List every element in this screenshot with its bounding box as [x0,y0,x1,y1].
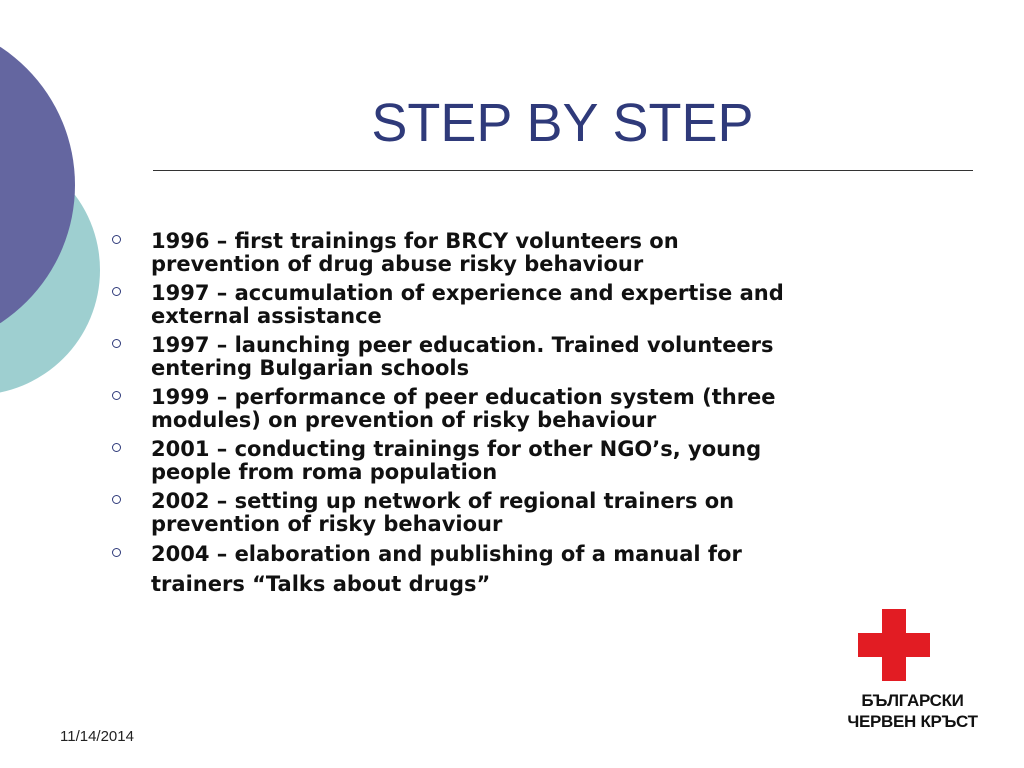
bullet-line: 2002 – setting up network of regional trainers on [151,489,735,513]
bullet-ring-icon [112,235,121,244]
bullet-ring-icon [112,443,121,452]
bullet-line: prevention of risky behaviour [151,512,503,536]
title-divider [153,170,973,171]
bullet-line: trainers “Talks about drugs” [151,572,491,596]
bullet-line: external assistance [151,304,382,328]
bullet-item [110,282,890,328]
bullet-line: 1996 – first trainings for BRCY volunteers on [151,229,679,253]
slide-title: STEP BY STEP [371,93,754,153]
bullet-line: people from roma population [151,460,498,484]
bullet-line: 2001 – conducting trainings for other NGO’s, young [151,437,762,461]
red-cross-icon [858,633,930,657]
logo-text-line: БЪЛГАРСКИ [861,691,964,710]
bullet-line: entering Bulgarian schools [151,356,470,380]
bullet-item [110,386,890,432]
logo-text-line: ЧЕРВЕН КРЪСТ [847,712,978,731]
bullet-line: prevention of drug abuse risky behaviour [151,252,644,276]
bullet-line: 2004 – elaboration and publishing of a manual for [151,542,742,566]
bullet-item [110,334,890,380]
bullet-list [110,230,890,605]
bullet-item [110,438,890,484]
bullet-item [110,539,890,599]
bullet-ring-icon [112,391,121,400]
bullet-item [110,490,890,536]
slide-date: 11/14/2014 [60,728,134,745]
bullet-line: 1997 – accumulation of experience and expertise and [151,281,784,305]
bullet-line: 1997 – launching peer education. Trained volunteers [151,333,774,357]
bullet-ring-icon [112,495,121,504]
bullet-ring-icon [112,339,121,348]
red-cross-logo [845,605,980,735]
bullet-line: 1999 – performance of peer education system (three [151,385,776,409]
bullet-item [110,230,890,276]
bullet-line: modules) on prevention of risky behaviour [151,408,657,432]
bullet-ring-icon [112,287,121,296]
bullet-ring-icon [112,548,121,557]
